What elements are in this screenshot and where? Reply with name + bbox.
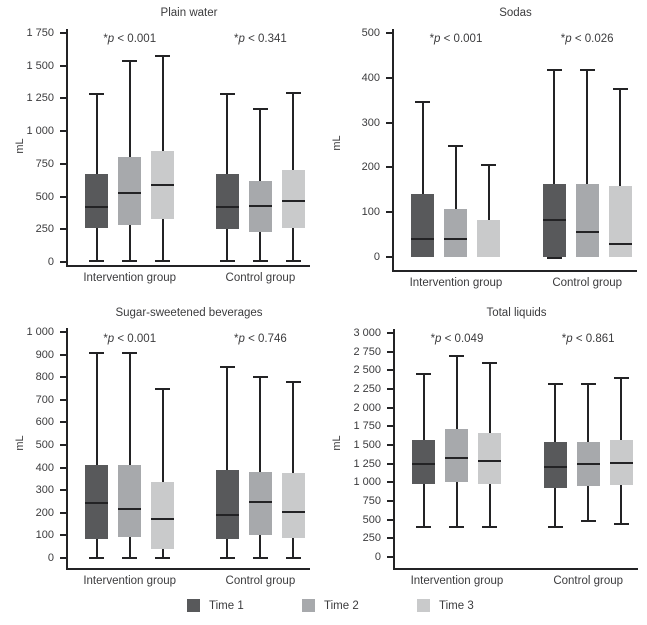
median-line <box>412 463 435 465</box>
whisker-cap <box>89 557 104 559</box>
panel-total-liquids <box>317 300 647 600</box>
whisker-cap <box>220 260 235 262</box>
whisker-cap <box>613 88 628 90</box>
box-control-time2 <box>576 184 599 257</box>
y-axis-line <box>66 29 68 267</box>
y-tick-label: 2 500 <box>353 364 381 377</box>
plot-area <box>317 300 647 600</box>
y-tick-label: 1 000 <box>26 326 54 338</box>
whisker-cap <box>286 92 301 94</box>
y-tick-label: 1 000 <box>353 476 381 489</box>
whisker-cap <box>415 101 430 103</box>
legend-item-time3 <box>417 599 474 612</box>
y-tick-label: 2 750 <box>353 345 381 358</box>
whisker-cap <box>220 366 235 368</box>
y-tick-label: 2 250 <box>353 383 381 395</box>
group-label-control: Control group <box>552 277 623 289</box>
whisker-stem <box>620 378 622 440</box>
median-line <box>444 238 467 240</box>
whisker-stem <box>423 374 425 440</box>
y-tick-mark <box>60 97 66 99</box>
y-tick-mark <box>386 77 392 79</box>
y-tick-mark <box>387 369 393 371</box>
box-intervention-time1 <box>85 174 108 228</box>
whisker-stem <box>96 353 98 465</box>
whisker-cap <box>220 557 235 559</box>
panel-title: Sugar-sweetened beverages <box>115 307 263 319</box>
y-tick-label: 200 <box>361 161 380 174</box>
whisker-stem <box>129 61 131 157</box>
group-label-intervention: Intervention group <box>83 272 177 284</box>
whisker-stem <box>226 367 228 470</box>
panel-title: Plain water <box>160 7 218 19</box>
y-tick-label: 3 000 <box>353 327 381 339</box>
y-axis-label: mL <box>331 135 343 151</box>
median-line <box>411 238 434 240</box>
legend-label-time3: Time 3 <box>439 599 474 612</box>
box-control-time1 <box>216 470 239 539</box>
y-tick-mark <box>387 332 393 334</box>
pvalue-intervention: *p < 0.049 <box>430 333 484 345</box>
whisker-stem <box>422 102 424 194</box>
whisker-cap <box>122 260 137 262</box>
y-tick-label: 1 500 <box>26 59 54 72</box>
y-tick-label: 100 <box>35 529 54 542</box>
whisker-stem <box>162 219 164 261</box>
pvalue-intervention: *p < 0.001 <box>103 333 157 345</box>
whisker-stem <box>489 363 491 433</box>
y-tick-label: 1 000 <box>26 125 54 138</box>
whisker-stem <box>259 535 261 558</box>
y-tick-mark <box>60 228 66 230</box>
plot-area <box>317 0 647 300</box>
y-tick-label: 900 <box>35 348 54 361</box>
plot-area <box>0 300 317 600</box>
whisker-cap <box>580 69 595 71</box>
box-intervention-time2 <box>118 157 141 225</box>
whisker-cap <box>416 373 431 375</box>
whisker-cap <box>548 383 563 385</box>
whisker-stem <box>96 539 98 558</box>
y-tick-mark <box>386 256 392 258</box>
whisker-cap <box>155 557 170 559</box>
median-line <box>216 514 239 516</box>
y-tick-label: 800 <box>35 371 54 384</box>
y-tick-mark <box>60 444 66 446</box>
y-tick-label: 750 <box>35 157 54 170</box>
box-intervention-time2 <box>118 465 141 537</box>
whisker-cap <box>122 352 137 354</box>
y-tick-mark <box>387 556 393 558</box>
y-tick-label: 1 750 <box>26 27 54 39</box>
median-line <box>151 184 174 186</box>
whisker-stem <box>455 146 457 209</box>
whisker-cap <box>286 557 301 559</box>
y-tick-label: 100 <box>361 206 380 219</box>
y-tick-label: 0 <box>373 251 380 263</box>
y-tick-mark <box>386 166 392 168</box>
y-tick-mark <box>60 163 66 165</box>
whisker-cap <box>122 60 137 62</box>
legend-swatch-time1 <box>187 599 200 612</box>
y-tick-mark <box>60 534 66 536</box>
y-tick-label: 1 250 <box>353 457 381 470</box>
whisker-cap <box>220 93 235 95</box>
whisker-cap <box>548 526 563 528</box>
y-tick-mark <box>60 489 66 491</box>
box-intervention-time1 <box>412 440 435 484</box>
whisker-stem <box>226 94 228 174</box>
median-line <box>85 502 108 504</box>
box-control-time2 <box>249 472 272 535</box>
y-tick-mark <box>387 407 393 409</box>
whisker-cap <box>286 381 301 383</box>
x-axis-line <box>66 568 310 570</box>
whisker-stem <box>620 485 622 524</box>
whisker-cap <box>614 523 629 525</box>
y-tick-mark <box>387 388 393 390</box>
y-tick-mark <box>387 481 393 483</box>
whisker-cap <box>547 69 562 71</box>
y-axis-line <box>392 29 394 272</box>
whisker-cap <box>253 260 268 262</box>
pvalue-control: *p < 0.026 <box>560 33 614 45</box>
median-line <box>610 462 633 464</box>
box-control-time1 <box>216 174 239 229</box>
whisker-stem <box>488 165 490 220</box>
median-line <box>118 508 141 510</box>
whisker-cap <box>449 526 464 528</box>
y-axis-label: mL <box>14 137 26 154</box>
whisker-stem <box>226 539 228 558</box>
median-line <box>544 466 567 468</box>
group-label-control: Control group <box>225 575 296 587</box>
whisker-stem <box>292 382 294 473</box>
legend-item-time1 <box>187 599 244 612</box>
group-label-intervention: Intervention group <box>409 277 503 289</box>
x-axis-line <box>66 265 310 267</box>
whisker-cap <box>482 362 497 364</box>
whisker-stem <box>587 486 589 521</box>
y-tick-label: 1 750 <box>353 420 381 433</box>
box-control-time3 <box>609 186 632 257</box>
y-tick-mark <box>387 537 393 539</box>
median-line <box>445 457 468 459</box>
whisker-cap <box>155 260 170 262</box>
median-line <box>478 460 501 462</box>
y-tick-mark <box>60 512 66 514</box>
y-tick-label: 500 <box>362 513 381 526</box>
y-tick-mark <box>387 444 393 446</box>
legend <box>0 599 647 619</box>
whisker-cap <box>155 55 170 57</box>
box-intervention-time1 <box>411 194 434 257</box>
whisker-cap <box>581 520 596 522</box>
x-axis-line <box>392 270 637 272</box>
y-tick-mark <box>387 463 393 465</box>
whisker-cap <box>122 557 137 559</box>
whisker-stem <box>129 353 131 465</box>
median-line <box>249 205 272 207</box>
pvalue-control: *p < 0.341 <box>233 33 287 45</box>
legend-label-time2: Time 2 <box>324 599 359 612</box>
y-tick-label: 2 000 <box>353 401 381 414</box>
y-tick-label: 750 <box>362 495 381 507</box>
y-tick-mark <box>387 425 393 427</box>
median-line <box>85 206 108 208</box>
whisker-stem <box>456 356 458 428</box>
box-intervention-time3 <box>151 482 174 549</box>
panel-sodas <box>317 0 647 300</box>
box-control-time3 <box>282 473 305 538</box>
whisker-stem <box>129 537 131 558</box>
y-tick-mark <box>60 354 66 356</box>
y-tick-label: 400 <box>35 461 54 474</box>
whisker-cap <box>89 93 104 95</box>
median-line <box>543 219 566 221</box>
y-tick-label: 400 <box>361 71 380 84</box>
panel-plain-water <box>0 0 317 300</box>
y-tick-mark <box>60 32 66 34</box>
y-tick-mark <box>60 65 66 67</box>
whisker-stem <box>259 377 261 472</box>
whisker-stem <box>162 56 164 151</box>
whisker-stem <box>553 70 555 184</box>
y-tick-mark <box>60 376 66 378</box>
y-tick-mark <box>60 331 66 333</box>
y-tick-label: 600 <box>35 416 54 429</box>
y-tick-mark <box>386 211 392 213</box>
median-line <box>216 206 239 208</box>
whisker-stem <box>96 94 98 174</box>
y-tick-label: 500 <box>35 190 54 203</box>
pvalue-control: *p < 0.746 <box>233 333 287 345</box>
y-tick-label: 300 <box>361 116 380 129</box>
whisker-cap <box>416 526 431 528</box>
y-tick-label: 0 <box>374 551 381 563</box>
whisker-cap <box>89 352 104 354</box>
panel-sugar-sweetened-beverages <box>0 300 317 600</box>
y-axis-label: mL <box>331 435 343 451</box>
panel-title: Total liquids <box>486 307 547 319</box>
y-tick-label: 700 <box>35 393 54 406</box>
y-axis-line <box>66 328 68 570</box>
whisker-stem <box>292 228 294 260</box>
box-intervention-time2 <box>444 209 467 257</box>
y-tick-mark <box>60 130 66 132</box>
whisker-stem <box>489 484 491 527</box>
plot-area <box>0 0 317 300</box>
y-tick-mark <box>387 519 393 521</box>
x-axis-line <box>393 568 638 570</box>
y-tick-label: 250 <box>362 532 381 545</box>
median-line <box>118 192 141 194</box>
group-label-intervention: Intervention group <box>83 575 177 587</box>
whisker-cap <box>253 108 268 110</box>
median-line <box>609 243 632 245</box>
whisker-stem <box>292 538 294 558</box>
median-line <box>249 501 272 503</box>
whisker-stem <box>162 389 164 482</box>
median-line <box>282 200 305 202</box>
y-tick-label: 0 <box>47 552 54 564</box>
whisker-stem <box>226 229 228 260</box>
y-tick-mark <box>386 122 392 124</box>
box-intervention-time3 <box>478 433 501 484</box>
y-tick-mark <box>386 32 392 34</box>
y-tick-label: 0 <box>47 256 54 268</box>
whisker-stem <box>292 93 294 170</box>
y-tick-label: 1 500 <box>353 439 381 451</box>
y-tick-mark <box>387 351 393 353</box>
whisker-stem <box>129 225 131 261</box>
group-label-control: Control group <box>225 272 296 284</box>
group-label-control: Control group <box>553 575 624 587</box>
y-tick-mark <box>60 196 66 198</box>
whisker-stem <box>554 384 556 442</box>
legend-swatch-time3 <box>417 599 430 612</box>
whisker-stem <box>586 70 588 184</box>
group-label-intervention: Intervention group <box>410 575 504 587</box>
y-tick-label: 500 <box>35 439 54 451</box>
y-tick-label: 1 250 <box>26 92 54 105</box>
y-tick-label: 300 <box>35 484 54 497</box>
legend-label-time1: Time 1 <box>209 599 244 612</box>
whisker-cap <box>481 164 496 166</box>
whisker-cap <box>547 257 562 259</box>
y-tick-label: 200 <box>35 506 54 519</box>
box-control-time1 <box>544 442 567 488</box>
whisker-cap <box>449 355 464 357</box>
median-line <box>577 463 600 465</box>
whisker-stem <box>554 488 556 528</box>
y-axis-line <box>393 329 395 570</box>
whisker-cap <box>253 376 268 378</box>
box-intervention-time2 <box>445 429 468 483</box>
y-tick-mark <box>60 467 66 469</box>
whisker-cap <box>155 388 170 390</box>
y-tick-mark <box>60 261 66 263</box>
median-line <box>151 518 174 520</box>
y-axis-label: mL <box>14 435 26 451</box>
whisker-cap <box>448 145 463 147</box>
whisker-stem <box>587 384 589 442</box>
y-tick-mark <box>387 500 393 502</box>
pvalue-intervention: *p < 0.001 <box>103 33 157 45</box>
whisker-cap <box>253 557 268 559</box>
median-line <box>576 231 599 233</box>
y-tick-mark <box>60 557 66 559</box>
y-tick-mark <box>60 421 66 423</box>
y-tick-label: 250 <box>35 223 54 236</box>
panel-title: Sodas <box>499 7 532 19</box>
whisker-stem <box>259 232 261 261</box>
pvalue-intervention: *p < 0.001 <box>429 33 483 45</box>
whisker-cap <box>482 526 497 528</box>
y-tick-label: 500 <box>361 27 380 39</box>
whisker-stem <box>456 482 458 527</box>
whisker-cap <box>286 260 301 262</box>
legend-swatch-time2 <box>302 599 315 612</box>
whisker-stem <box>96 228 98 260</box>
whisker-cap <box>614 377 629 379</box>
whisker-cap <box>89 260 104 262</box>
whisker-stem <box>259 109 261 180</box>
whisker-cap <box>581 383 596 385</box>
whisker-stem <box>423 484 425 527</box>
box-intervention-time3 <box>477 220 500 257</box>
whisker-stem <box>619 89 621 187</box>
y-tick-mark <box>60 399 66 401</box>
median-line <box>282 511 305 513</box>
pvalue-control: *p < 0.861 <box>561 333 615 345</box>
legend-item-time2 <box>302 599 359 612</box>
